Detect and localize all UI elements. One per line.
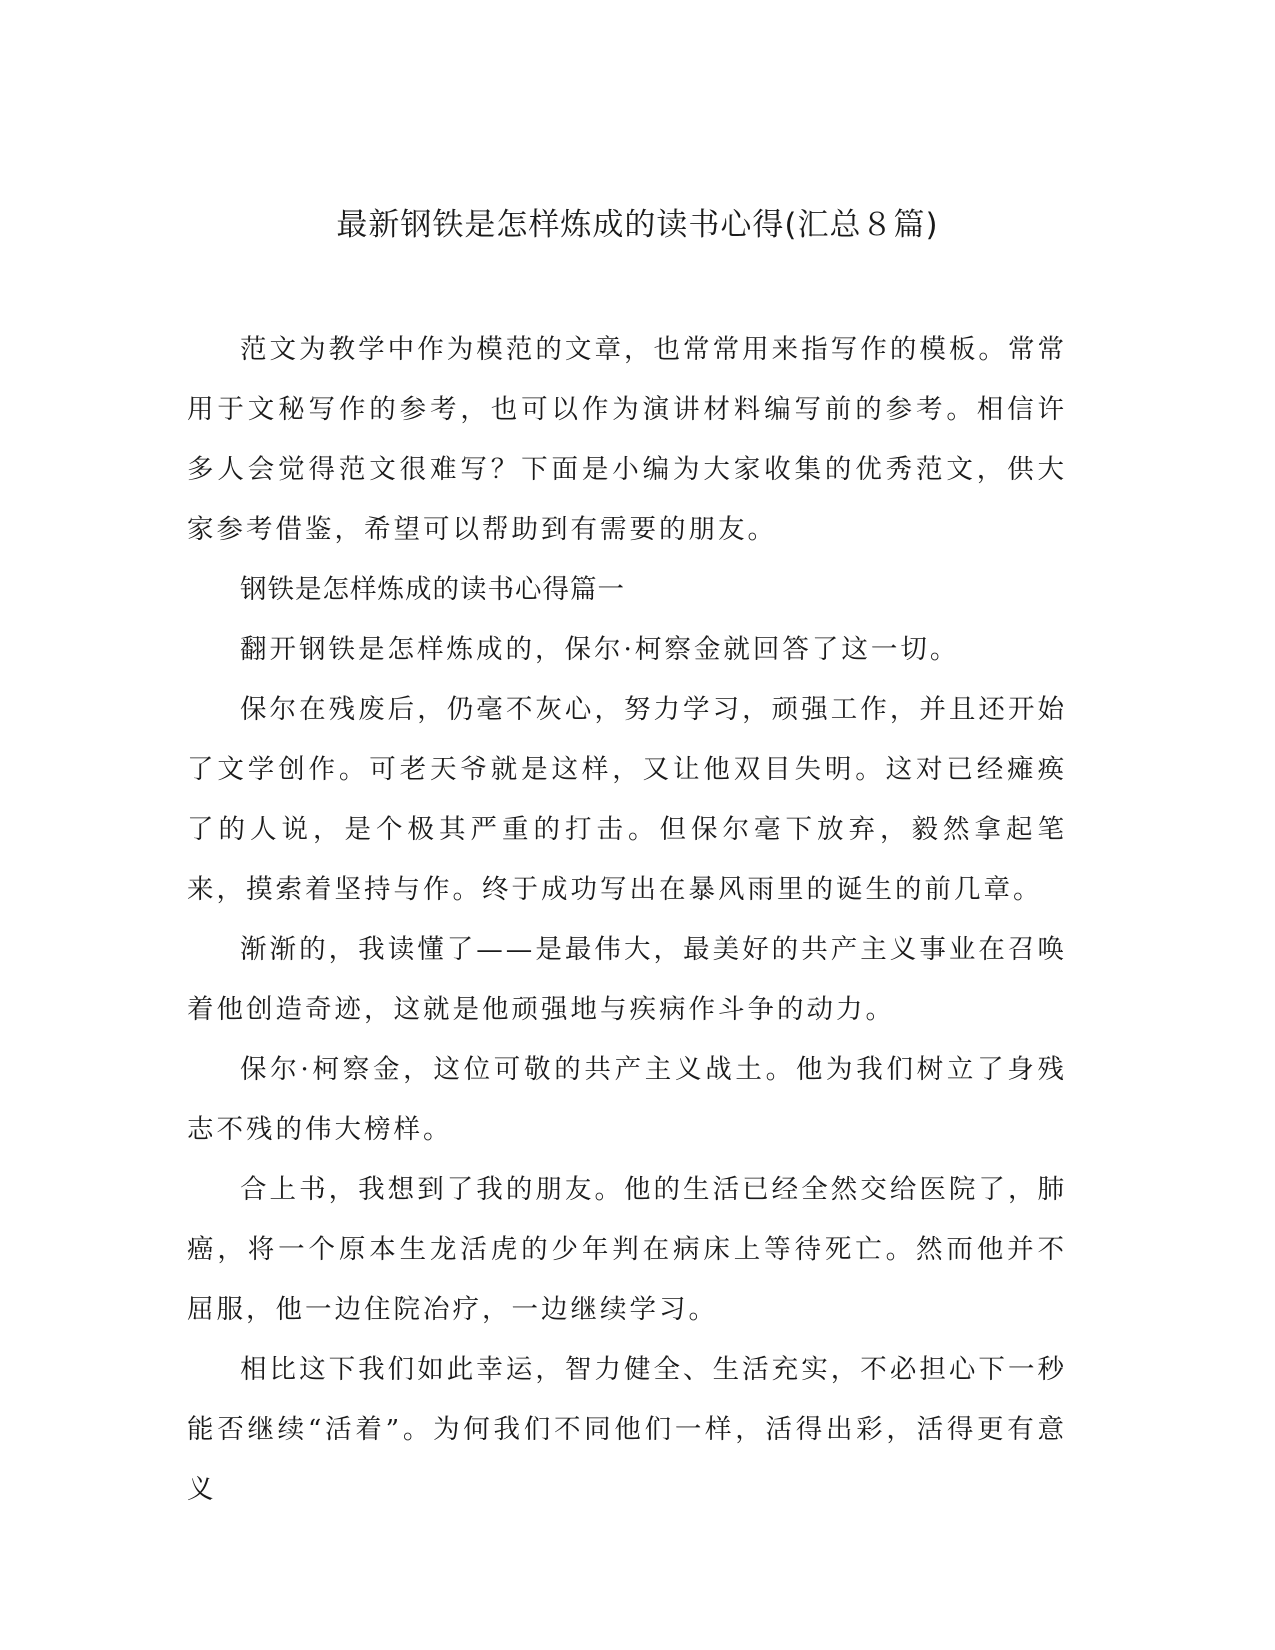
document-body bbox=[187, 320, 1067, 1520]
intro-paragraph: 范文为教学中作为模范的文章，也常常用来指写作的模板。常常用于文秘写作的参考，也可以作为演讲材料编写前的参考。相信许多人会觉得范文很难写？下面是小编为大家收集的优秀范文，供大家参考借鉴，希望可以帮助到有需要的朋友。 bbox=[187, 334, 1067, 545]
body-paragraph: 保尔·柯察金，这位可敬的共产主义战土。他为我们树立了身残志不残的伟大榜样。 bbox=[187, 1054, 1067, 1145]
body-paragraph: 相比这下我们如此幸运，智力健全、生活充实，不必担心下一秒能否继续“活着”。为何我们不同他们一样，活得出彩，活得更有意义 bbox=[187, 1354, 1067, 1505]
section-heading: 钢铁是怎样炼成的读书心得篇一 bbox=[240, 574, 625, 605]
document-title: 最新钢铁是怎样炼成的读书心得(汇总８篇) bbox=[336, 207, 939, 243]
body-paragraph: 渐渐的，我读懂了——是最伟大，最美好的共产主义事业在召唤着他创造奇迹，这就是他顽强地与疾病作斗争的动力。 bbox=[187, 934, 1067, 1025]
body-paragraph: 保尔在残废后，仍毫不灰心，努力学习，顽强工作，并且还开始了文学创作。可老天爷就是这样，又让他双目失明。这对已经瘫痪了的人说，是个极其严重的打击。但保尔毫下放弃，毅然拿起笔来，摸索着坚持与作。终于成功写出在暴风雨里的诞生的前几章。 bbox=[187, 694, 1067, 905]
body-paragraph: 翻开钢铁是怎样炼成的，保尔·柯察金就回答了这一切。 bbox=[240, 634, 960, 665]
body-paragraph: 合上书，我想到了我的朋友。他的生活已经全然交给医院了，肺癌，将一个原本生龙活虎的少年判在病床上等待死亡。然而他并不屈服，他一边住院冶疗，一边继续学习。 bbox=[187, 1174, 1067, 1325]
